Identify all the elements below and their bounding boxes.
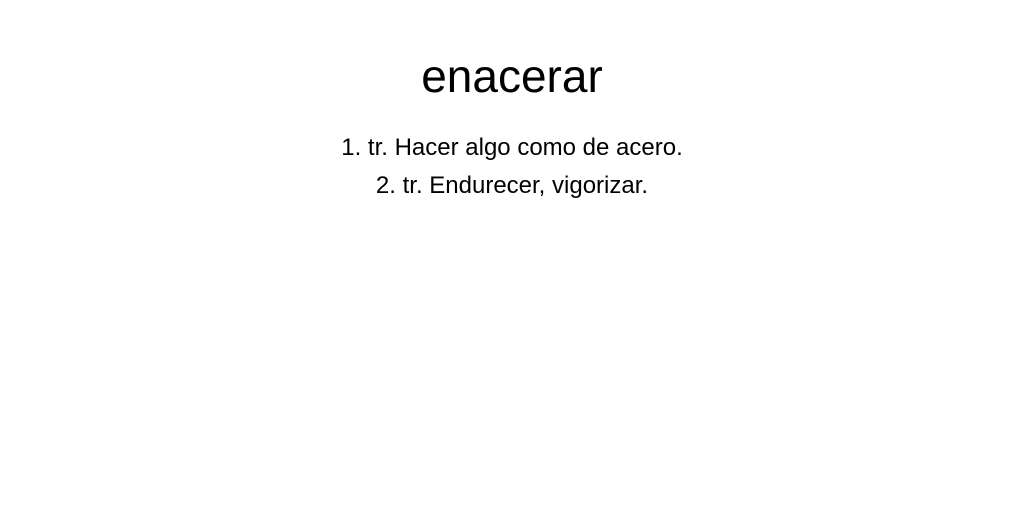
definition-1: 1. tr. Hacer algo como de acero. xyxy=(341,134,683,161)
definition-list xyxy=(0,129,1024,205)
headword: enacerar xyxy=(421,50,603,102)
definition-2: 2. tr. Endurecer, vigorizar. xyxy=(375,172,649,199)
